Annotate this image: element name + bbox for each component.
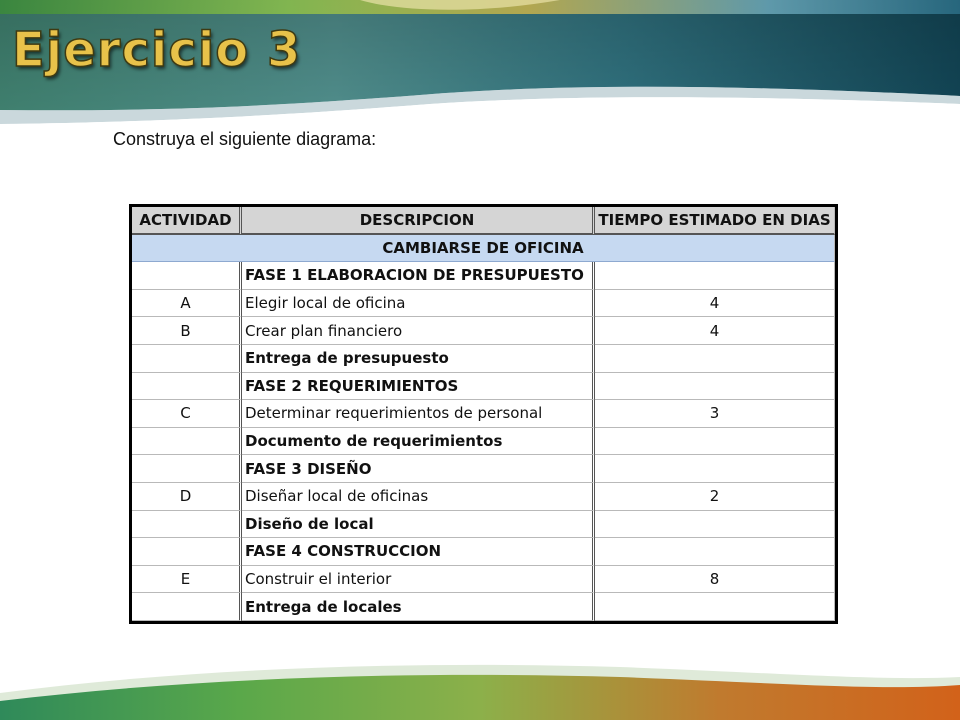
milestone: Entrega de locales [242,593,595,621]
estimated-days [595,455,835,483]
estimated-days [595,345,835,373]
table-row [132,511,835,539]
slide-subtitle: Construya el siguiente diagrama: [113,129,377,149]
activity-description: Diseñar local de oficinas [242,483,595,511]
activity-code: A [132,290,242,318]
activity-code [132,345,242,373]
activity-description: Elegir local de oficina [242,290,595,318]
phase-title: FASE 1 ELABORACION DE PRESUPUESTO [242,262,595,290]
table-row [132,566,835,594]
estimated-days: 8 [595,566,835,594]
activity-table-frame [129,204,838,624]
activity-code: E [132,566,242,594]
table-header-row [132,207,835,235]
table-row [132,428,835,456]
table-row [132,455,835,483]
activity-code [132,428,242,456]
header-actividad: ACTIVIDAD [132,207,242,235]
estimated-days [595,511,835,539]
table-row [132,317,835,345]
table-row [132,290,835,318]
estimated-days: 2 [595,483,835,511]
phase-title: FASE 4 CONSTRUCCION [242,538,595,566]
milestone: Entrega de presupuesto [242,345,595,373]
activity-code [132,373,242,401]
project-title: CAMBIARSE DE OFICINA [132,235,835,263]
estimated-days: 4 [595,317,835,345]
footer-banner [0,655,960,720]
table-row [132,262,835,290]
table-row [132,538,835,566]
activity-code [132,455,242,483]
estimated-days [595,593,835,621]
activity-code: B [132,317,242,345]
estimated-days [595,262,835,290]
project-row [132,235,835,263]
table-row [132,345,835,373]
milestone: Diseño de local [242,511,595,539]
estimated-days [595,373,835,401]
phase-title: FASE 3 DISEÑO [242,455,595,483]
activity-code [132,511,242,539]
activity-description: Construir el interior [242,566,595,594]
activity-code: D [132,483,242,511]
table-row [132,400,835,428]
activity-code [132,538,242,566]
activity-code [132,593,242,621]
activity-code: C [132,400,242,428]
table-row [132,483,835,511]
estimated-days [595,428,835,456]
activity-code [132,262,242,290]
milestone: Documento de requerimientos [242,428,595,456]
estimated-days [595,538,835,566]
activity-table [132,207,835,621]
phase-title: FASE 2 REQUERIMIENTOS [242,373,595,401]
header-tiempo: TIEMPO ESTIMADO EN DIAS [595,207,835,235]
header-descripcion: DESCRIPCION [242,207,595,235]
slide-title: Ejercicio 3 [12,22,302,78]
activity-description: Crear plan financiero [242,317,595,345]
table-row [132,593,835,621]
estimated-days: 3 [595,400,835,428]
activity-description: Determinar requerimientos de personal [242,400,595,428]
table-row [132,373,835,401]
estimated-days: 4 [595,290,835,318]
